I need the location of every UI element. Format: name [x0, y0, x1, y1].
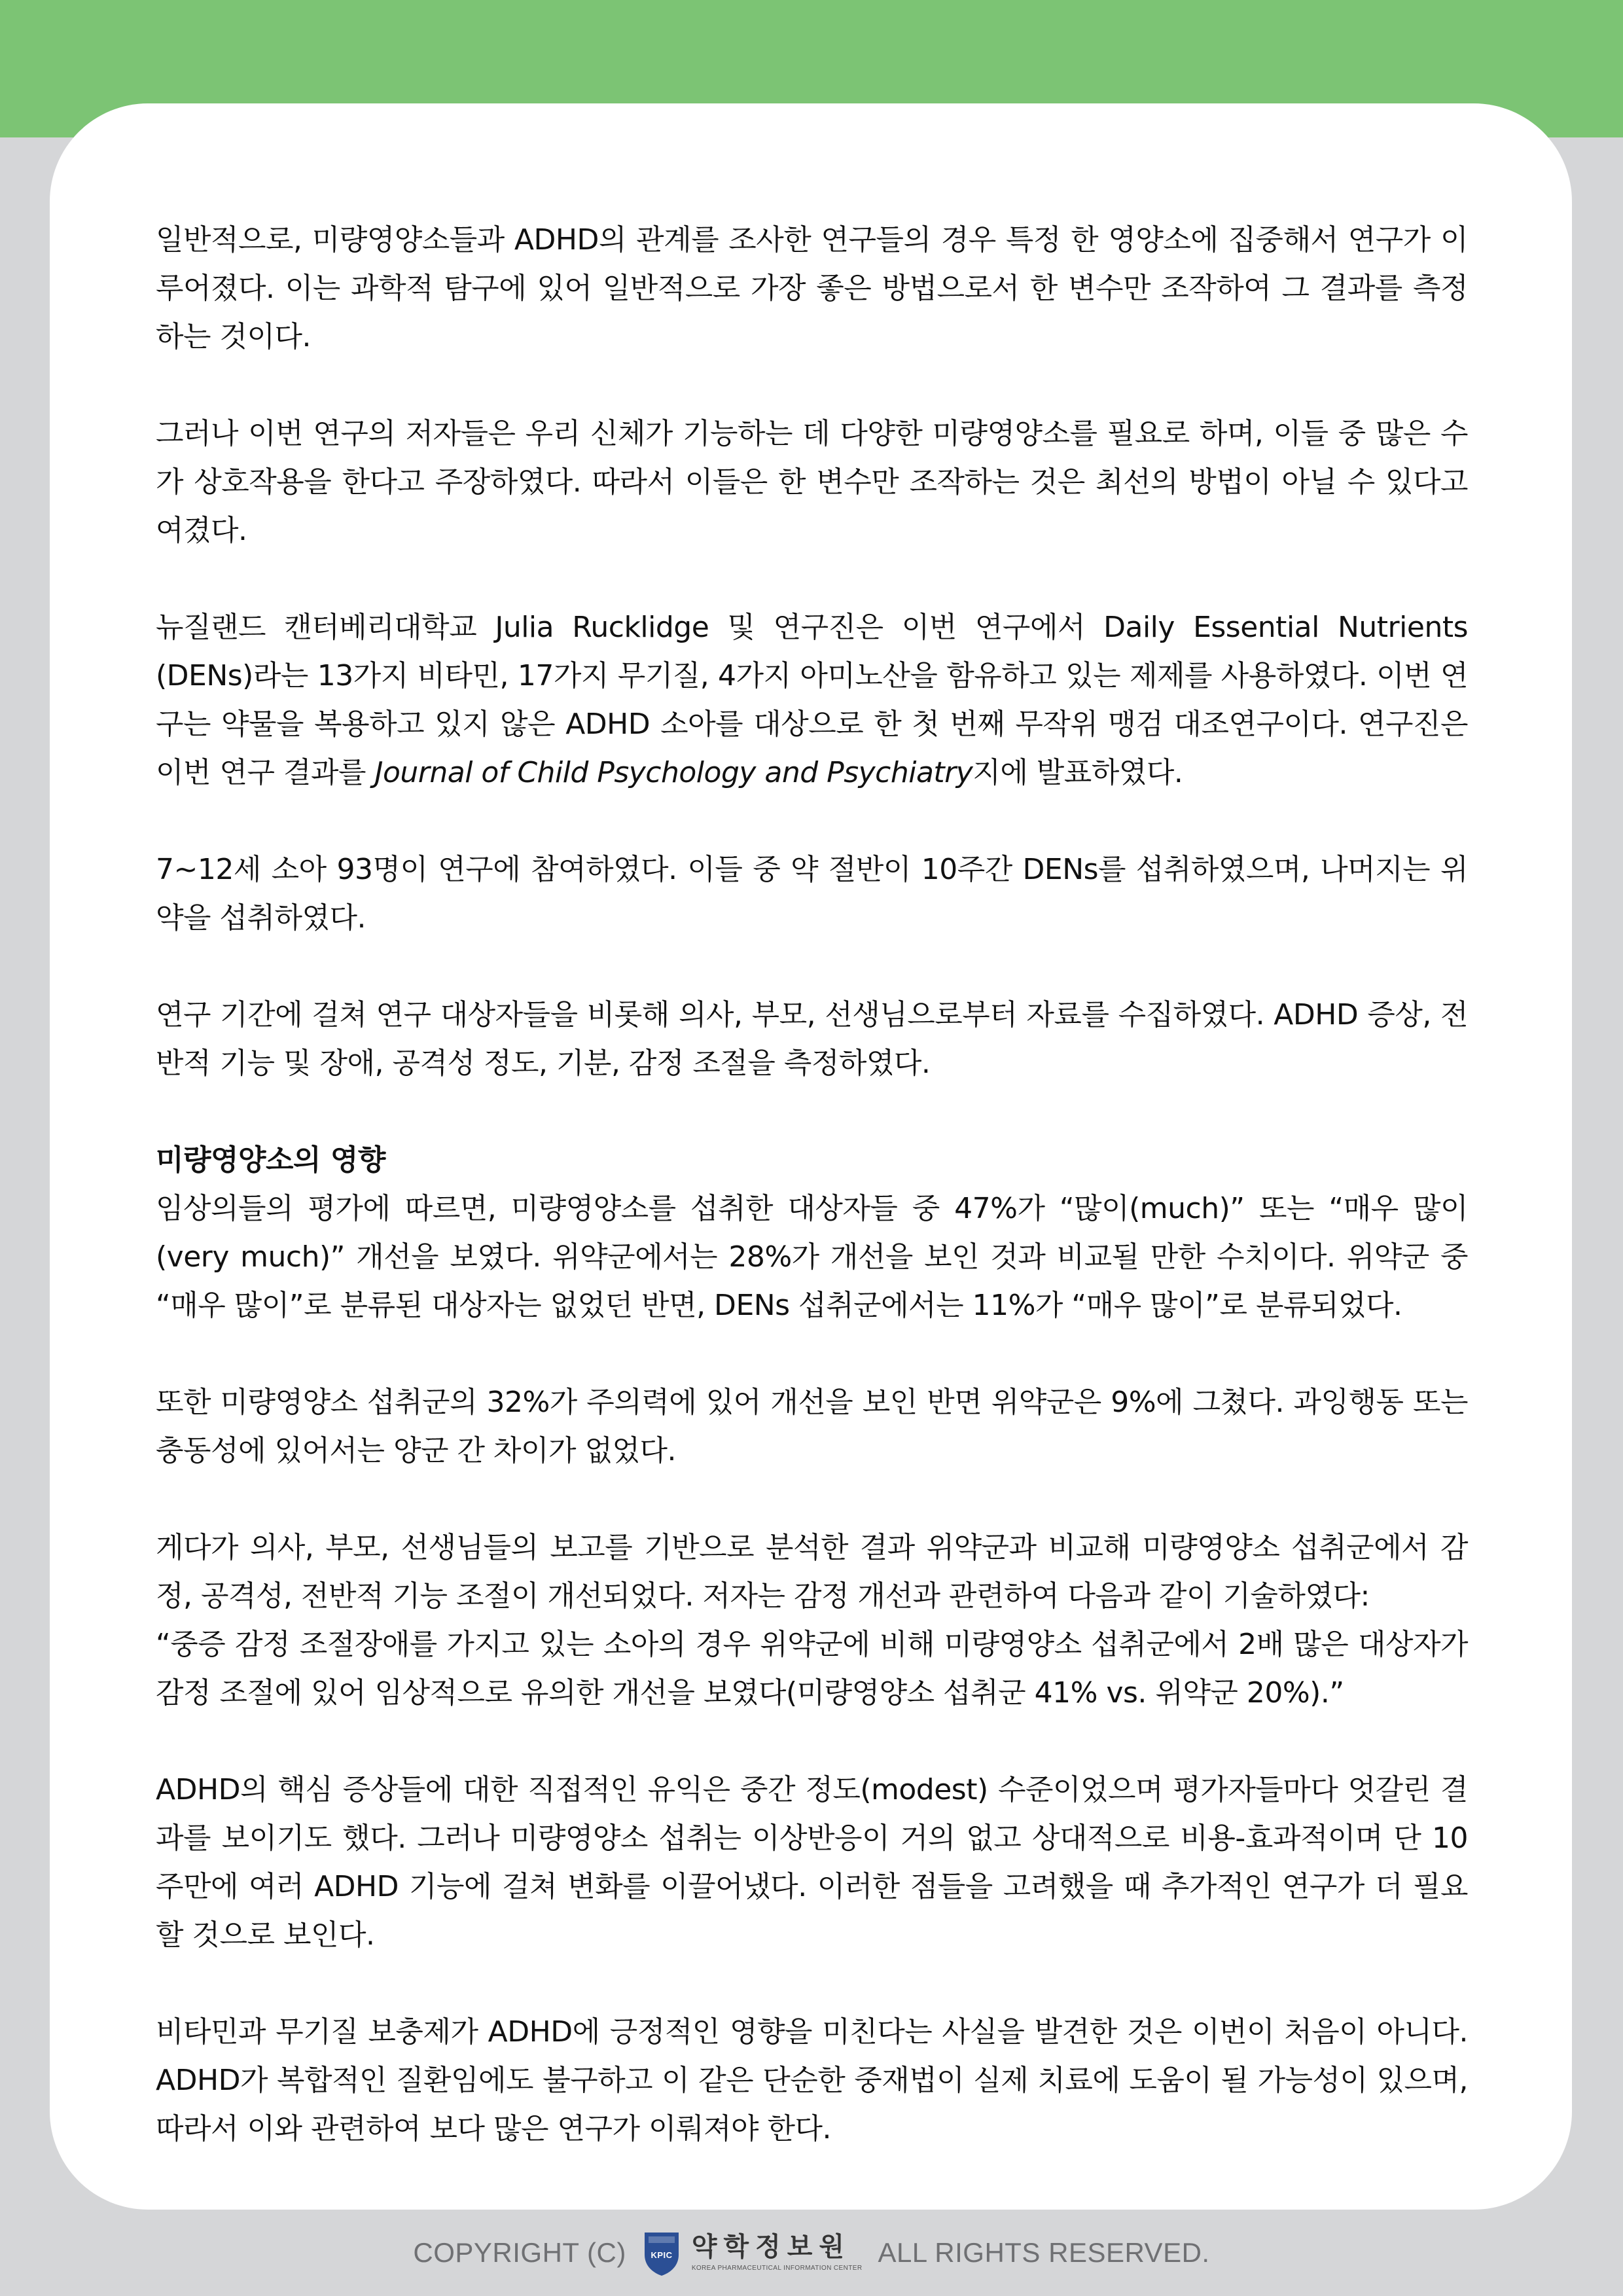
paragraph-5: 연구 기간에 걸쳐 연구 대상자들을 비롯해 의사, 부모, 선생님으로부터 자료를 수집하였다. ADHD 증상, 전반적 기능 및 장애, 공격성 정도, 기분, 감정 조절을 측정하였다.: [156, 998, 1468, 1080]
paragraph-6: 임상의들의 평가에 따르면, 미량영양소를 섭취한 대상자들 중 47%가 “많이(much)” 또는 “매우 많이(very much)” 개선을 보였다. 위약군에서는 28%가 개선을 보인 것과 비교될 만한 수치이다. 위약군 중 “매우 많이”로 분류된 대상자는 없었던 반면, DENs 섭취군에서는 11%가 “매우 많이”로 분류되었다.: [156, 1192, 1468, 1322]
copyright-left: COPYRIGHT (C): [413, 2237, 626, 2268]
kpic-logo: [642, 2229, 863, 2277]
logo-subtitle: KOREA PHARMACEUTICAL INFORMATION CENTER: [691, 2265, 863, 2272]
paragraph-4: 7~12세 소아 93명이 연구에 참여하였다. 이들 중 약 절반이 10주간 DENs를 섭취하였으며, 나머지는 위약을 섭취하였다.: [156, 853, 1468, 935]
paragraph-7: 또한 미량영양소 섭취군의 32%가 주의력에 있어 개선을 보인 반면 위약군은 9%에 그쳤다. 과잉행동 또는 충동성에 있어서는 양군 간 차이가 없었다.: [156, 1386, 1468, 1467]
paragraph-10: 비타민과 무기질 보충제가 ADHD에 긍정적인 영향을 미친다는 사실을 발견한 것은 이번이 처음이 아니다. ADHD가 복합적인 질환임에도 불구하고 이 같은 단순한 중재법이 실제 치료에 도움이 될 가능성이 있으며, 따라서 이와 관련하여 보다 많은 연구가 이뤄져야 한다.: [156, 2015, 1468, 2145]
footer: [0, 2210, 1623, 2296]
paragraph-8: 게다가 의사, 부모, 선생님들의 보고를 기반으로 분석한 결과 위약군과 비교해 미량영양소 섭취군에서 감정, 공격성, 전반적 기능 조절이 개선되었다. 저자는 감정 개선과 관련하여 다음과 같이 기술하였다:: [156, 1531, 1468, 1613]
paragraph-3: [156, 603, 1468, 797]
paragraph-2: 그러나 이번 연구의 저자들은 우리 신체가 기능하는 데 다양한 미량영양소를 필요로 하며, 이들 중 많은 수가 상호작용을 한다고 주장하였다. 따라서 이들은 한 변수만 조작하는 것은 최선의 방법이 아닐 수 있다고 여겼다.: [156, 417, 1468, 547]
journal-name: Journal of Child Psychology and Psychiatry: [374, 756, 973, 789]
copyright-right: ALL RIGHTS RESERVED.: [878, 2237, 1210, 2268]
paragraph-1: 일반적으로, 미량영양소들과 ADHD의 관계를 조사한 연구들의 경우 특정 한 영양소에 집중해서 연구가 이루어졌다. 이는 과학적 탐구에 있어 일반적으로 가장 좋은 방법으로서 한 변수만 조작하여 그 결과를 측정하는 것이다.: [156, 223, 1468, 353]
section-heading: 미량영양소의 영향: [156, 1143, 385, 1177]
kpic-badge-text: KPIC: [651, 2250, 673, 2260]
quote-paragraph: “중증 감정 조절장애를 가지고 있는 소아의 경우 위약군에 비해 미량영양소 섭취군에서 2배 많은 대상자가 감정 조절에 있어 임상적으로 유의한 개선을 보였다(미량영양소 섭취군 41% vs. 위약군 20%).”: [156, 1628, 1468, 1710]
paragraph-9: ADHD의 핵심 증상들에 대한 직접적인 유익은 중간 정도(modest) 수준이었으며 평가자들마다 엇갈린 결과를 보이기도 했다. 그러나 미량영양소 섭취는 이상반응이 거의 없고 상대적으로 비용-효과적이며 단 10주만에 여러 ADHD 기능에 걸쳐 변화를 이끌어냈다. 이러한 점들을 고려했을 때 추가적인 연구가 더 필요할 것으로 보인다.: [156, 1773, 1468, 1952]
article-body: [156, 216, 1468, 2202]
paragraph-3-tail: 지에 발표하였다.: [972, 756, 1183, 789]
paragraph-3-main: 뉴질랜드 캔터베리대학교 Julia Rucklidge 및 연구진은 이번 연구에서 Daily Essential Nutrients (DENs)라는 13가지 비타민, 17가지 무기질, 4가지 아미노산을 함유하고 있는 제제를 사용하였다. 이번 연구는 약물을 복용하고 있지 않은 ADHD 소아를 대상으로 한 첫 번째 무작위 맹검 대조연구이다. 연구진은 이번 연구 결과를: [156, 611, 1468, 789]
logo-text: [692, 2234, 863, 2272]
logo-name: 약학정보원: [691, 2232, 851, 2262]
kpic-shield-icon: [642, 2229, 681, 2277]
